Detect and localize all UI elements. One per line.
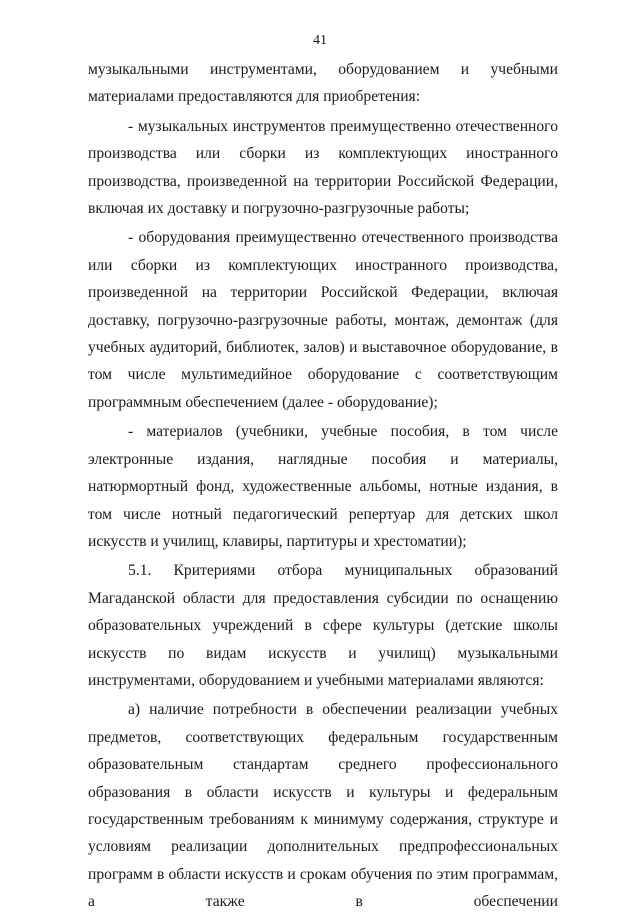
paragraph-continuation: музыкальными инструментами, оборудованием и учебными материалами предоставляются для приобретения: <box>88 61 558 106</box>
paragraph-equipment: - оборудования преимущественно отечественного производства или сборки из комплектующих иностранного производства, произведенной на территории Российской Федерации, включая доставку, погрузочно-разгрузочные работы, монтаж, демонтаж (для учебных аудиторий, библиотек, залов) и выставочное оборудование, в том числе мультимедийное оборудование с соответствующим программным обеспечением (далее - оборудование); <box>88 229 558 411</box>
paragraph-selection-criteria: 5.1. Критериями отбора муниципальных образований Магаданской области для предоставления субсидии по оснащению образовательных учреждений в сфере культуры (детские школы искусств по видам искусств и училищ) музыкальными инструментами, оборудованием и учебными материалами являются: <box>88 562 558 689</box>
page-number: 41 <box>313 33 327 48</box>
paragraph-materials: - материалов (учебники, учебные пособия, в том числе электронные издания, наглядные пособия и материалы, натюрмортный фонд, художественные альбомы, нотные издания, в том числе нотный педагогический репертуар для детских школ искусств и училищ, клавиры, партитуры и хрестоматии); <box>88 423 558 550</box>
paragraph-criterion-a: а) наличие потребности в обеспечении реализации учебных предметов, соответствующих федеральным государственным образовательным стандартам среднего профессионального образования в области искусств и культуры и федеральным государственным требованиям к минимуму содержания, структуре и условиям реализации дополнительных предпрофессиональных программ в области искусств и срокам обучения по этим программам, а также в обеспечении <box>88 701 558 911</box>
paragraph-musical-instruments: - музыкальных инструментов преимущественно отечественного производства или сборки из комплектующих иностранного производства, произведенной на территории Российской Федерации, включая их доставку и погрузочно-разгрузочные работы; <box>88 117 558 218</box>
document-body <box>88 56 558 916</box>
